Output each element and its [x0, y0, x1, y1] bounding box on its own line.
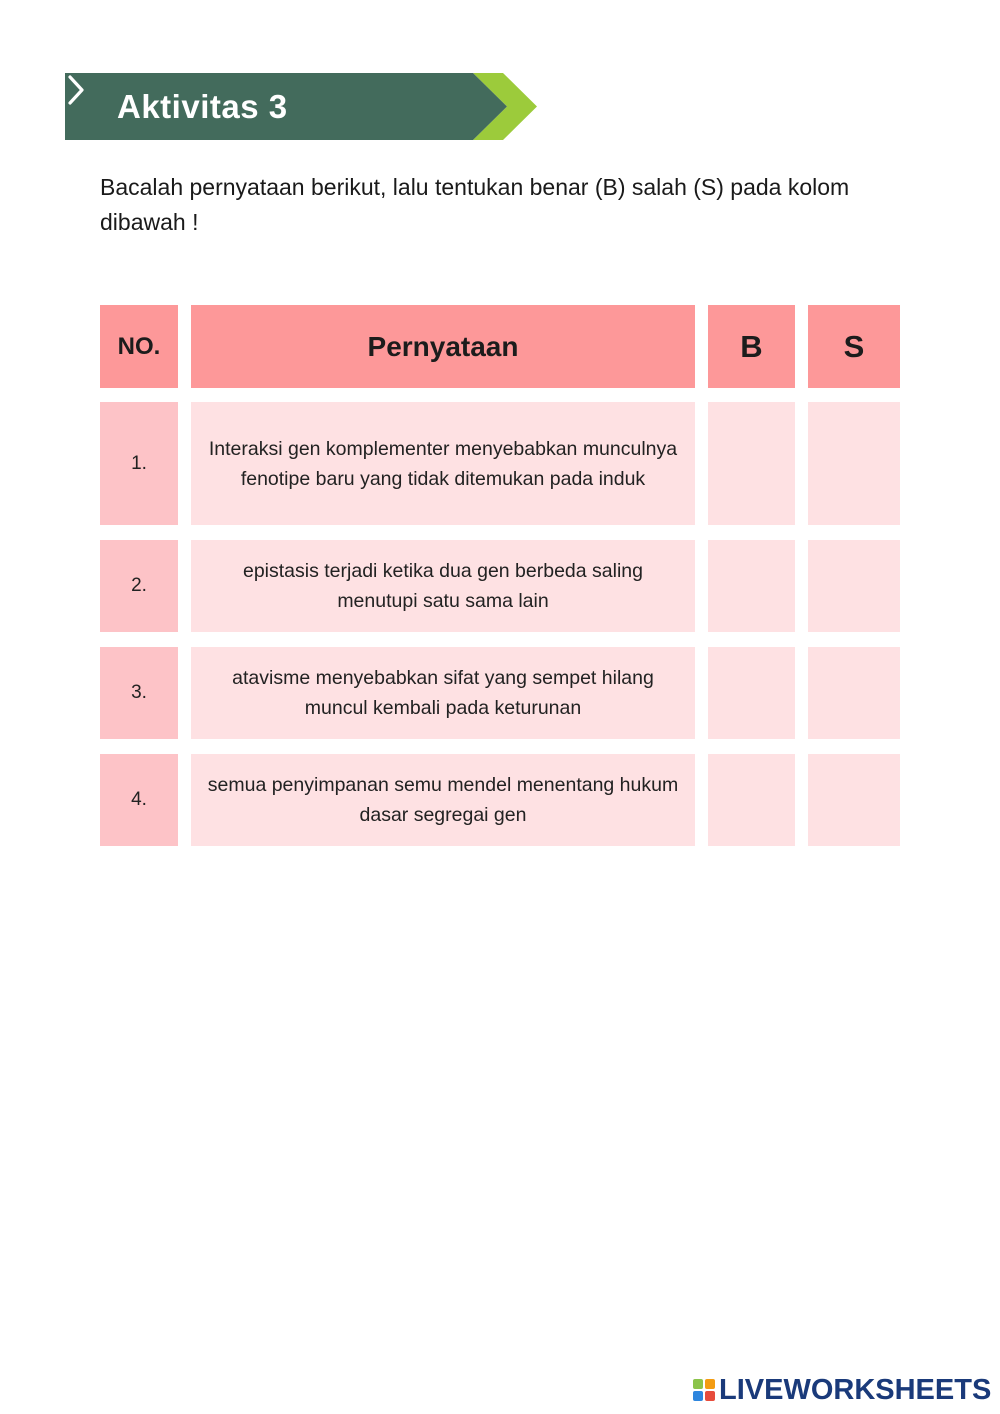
- header-s: S: [808, 305, 900, 388]
- row-number: 2.: [100, 540, 178, 632]
- statement-cell: [191, 647, 695, 739]
- row-number: 4.: [100, 754, 178, 846]
- statement-text: semua penyimpanan semu mendel menentang hukum dasar segregai gen: [207, 774, 679, 826]
- row-number: 3.: [100, 647, 178, 739]
- header-b: B: [708, 305, 795, 388]
- answer-b-cell[interactable]: [708, 402, 795, 525]
- statement-text: epistasis terjadi ketika dua gen berbeda saling menutupi satu sama lain: [242, 560, 643, 612]
- liveworksheets-brand[interactable]: [692, 1374, 991, 1406]
- statement-text: Interaksi gen komplementer menyebabkan munculnya fenotipe baru yang tidak ditemukan pada induk: [208, 437, 678, 490]
- statement-cell: [191, 754, 695, 846]
- header-statement: Pernyataan: [191, 305, 695, 388]
- instructions-text: Bacalah pernyataan berikut, lalu tentukan benar (B) salah (S) pada kolom dibawah !: [100, 174, 850, 235]
- answer-b-cell[interactable]: [708, 540, 795, 632]
- brand-name: LIVEWORKSHEETS: [719, 1374, 992, 1406]
- answer-s-cell[interactable]: [808, 402, 900, 525]
- answer-b-cell[interactable]: [708, 754, 795, 846]
- answer-s-cell[interactable]: [808, 647, 900, 739]
- activity-title: Aktivitas 3: [117, 88, 288, 125]
- row-number: 1.: [100, 402, 178, 525]
- activity-banner: [65, 73, 537, 140]
- header-no: NO.: [100, 305, 178, 388]
- statement-text: atavisme menyebabkan sifat yang sempet hilang muncul kembali pada keturunan: [232, 667, 654, 719]
- statement-cell: [191, 402, 695, 525]
- statement-cell: [191, 540, 695, 632]
- chevron-right-icon: [65, 73, 87, 107]
- answer-b-cell[interactable]: [708, 647, 795, 739]
- answer-s-cell[interactable]: [808, 754, 900, 846]
- answer-s-cell[interactable]: [808, 540, 900, 632]
- liveworksheets-logo-icon: [692, 1378, 716, 1402]
